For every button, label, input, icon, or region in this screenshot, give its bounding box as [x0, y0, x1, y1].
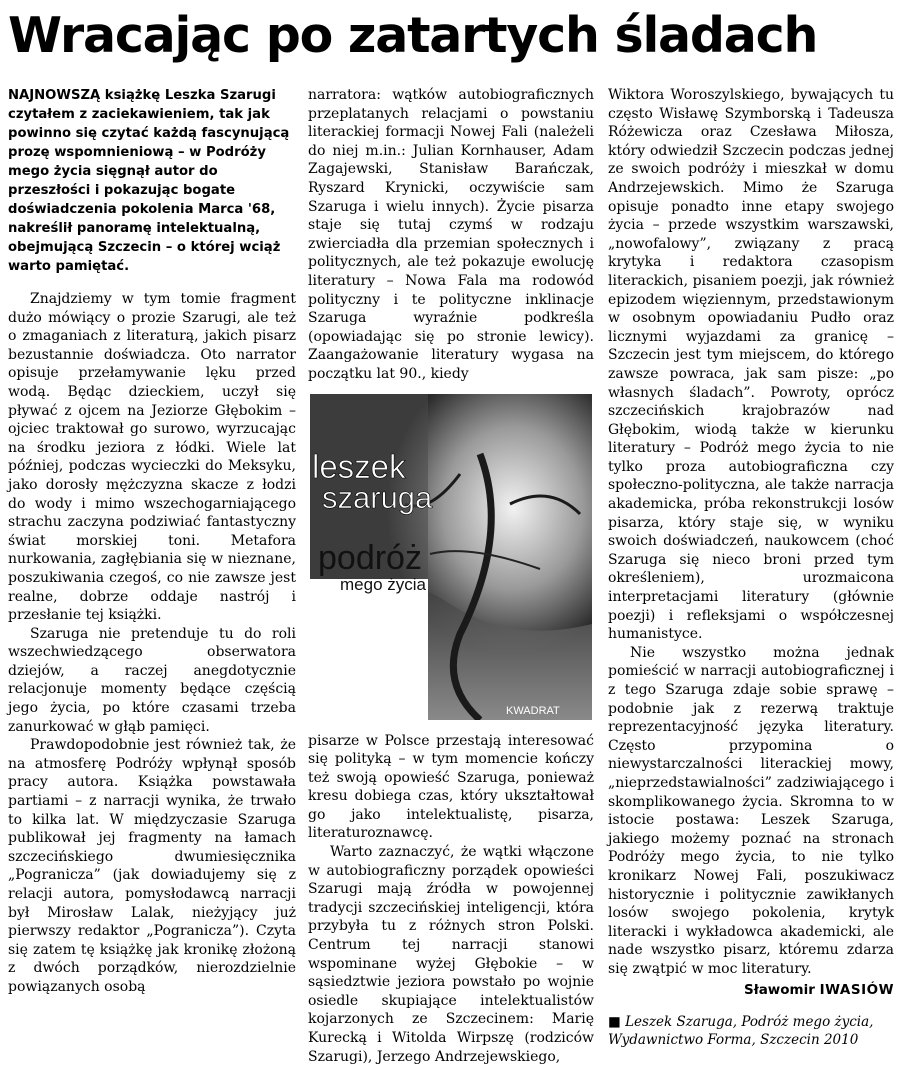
- cover-author-line2: szaruga: [322, 479, 433, 515]
- cover-title-line1: podróż: [318, 538, 422, 577]
- body-paragraph: Znajdziemy w tym tomie fragment dużo mówiący o prozie Szarugi, ale też o zmaganiach z literaturą, jakich pisarz bezustannie doświadcza. Oto narrator opisuje przełamywanie lęku przed wodą. Będąc dzieckiem, uczył się pływać z ojcem na Jeziorze Głębokim – ojciec traktował go surowo, wyrzucając na środku jeziora z łódki. Wiele lat później, podczas wycieczki do Meksyku, jako dorosły mężczyzna skacze z łodzi do wody i mimo wszechogarniającego strachu zaczyna podziwiać fantastyczny świat morskiej toni. Metafora nurkowania, zagłębiania się w nieznane, poszukiwania czegoś, co nie zawsze jest realne, dobrze oddaje nastrój i przesłanie tej książki.: [8, 291, 296, 624]
- signature-last-name: IWASIÓW: [819, 981, 894, 998]
- column-3: [608, 86, 894, 1049]
- book-cover-image: [310, 394, 592, 720]
- column-1: [8, 86, 296, 1016]
- headline: Wracając po zatartych śladach: [8, 7, 818, 64]
- body-paragraph: pisarze w Polsce przestają interesować się polityką – w tym momencie kończy też swoją opowieść Szaruga, ponieważ kresu dobiega czas, który ukształtował go jako intelektualistę, pisarza, literaturoznawcę.: [308, 732, 594, 842]
- body-paragraph: Nie wszystko można jednak pomieścić w narracji autobiograficznej i z tego Szaruga zdaje sobie sprawę – podobnie jak z rezerwą traktuje reprezentacyjność języka literatury. Często przypomina o niewystarczalności literackiej mowy, „nieprzedstawialności” zadziwiającego i skomplikowanego życia. Skromna to w istocie postawa: Leszek Szaruga, jakiego możemy poznać na stronach Podróży mego życia, to nie tylko kronikarz Nowej Fali, poszukiwacz historycznie i politycznie zawikłanych losów swojego pokolenia, krytyk literacki i wykładowca akademicki, ale nade wszystko pisarz, któremu zdarza się zwątpić w moc literatury.: [608, 644, 894, 977]
- cover-publisher: KWADRAT: [506, 704, 560, 717]
- lead-paragraph: NAJNOWSZĄ książkę Leszka Szarugi czytałem z zaciekawieniem, tak jak powinno się czytać każdą fascynującą prozę wspomnieniową – w Podróży mego życia sięgnął autor do przeszłości i pokazując bogate doświadczenia pokolenia Marca '68, nakreślił panoramę intelektualną, obejmującą Szczecin – o której wciąż warto pamiętać.: [8, 88, 290, 274]
- signature-first-name: Sławomir: [743, 981, 815, 998]
- cover-author-line1: leszek: [312, 447, 406, 485]
- body-paragraph: Prawdopodobnie jest również tak, że na atmosferę Podróży wpłynął sposób pracy autora. Książka powstawała partiami – z narracji wynika, że trwało to kilka lat. W międzyczasie Szaruga publikował jej fragmenty na łamach szczecińskiego dwumiesięcznika „Pogranicza” (jak dowiadujemy się z relacji autora, pomysłodawcą narracji był Mirosław Lalak, nieżyjący już pierwszy redaktor „Pogranicza”). Czyta się zatem tę książkę jak kronikę złożoną z dwóch porządków, nierozdzielnie powiązanych osobą: [8, 737, 296, 995]
- body-paragraph: Wiktora Woroszylskiego, bywających tu często Wisławę Szymborską i Tadeusza Różewicza oraz Czesława Miłosza, który odwiedził Szczecin podczas jednej ze swoich podróży i mieszkał w domu Andrzejewskich. Mimo że Szaruga opisuje ponadto inne etapy swojego życia – przede wszystkim warszawski, „nowofalowy”, związany z pracą krytyka i redaktora czasopism literackich, pisaniem poezji, jak również epizodem więziennym, przedstawionym w osobnym opowiadaniu Pudło oraz licznymi wyjazdami za granicę – Szczecin jest tym miejscem, do którego zawsze powraca, jak sam pisze: „po własnych śladach”. Powroty, oprócz szczecińskich krajobrazów nad Głębokim, wiodą także w kierunku literatury – Podróż mego życia to nie tylko proza autobiograficzna czy społeczno-polityczna, ale także narracja akademicka, próba rekonstrukcji losów pisarza, który staje się, w wyniku swoich doświadczeń, naukowcem (choć Szaruga się nieco broni przed tym określeniem), urozmaicona interpretacjami literatury (głównie poezji) i refleksjami o współczesnej humanistyce.: [608, 87, 894, 643]
- column-2: [308, 86, 594, 1065]
- body-paragraph: narratora: wątków autobiograficznych przeplatanych relacjami o powstaniu literackiej formacji Nowej Fali (należeli do niej m.in.: Julian Kornhauser, Adam Zagajewski, Stanisław Barańczak, Ryszard Krynicki, oczywiście sam Szaruga i wielu innych). Życie pisarza staje się tutaj czymś w rodzaju zwierciadła dla przemian społecznych i politycznych, ale też pokazuje ewolucję literatury – Nowa Fala ma rodowód polityczny i te polityczne inklinacje Szaruga wyraźnie podkreśla (opowiadając się po stronie lewicy). Zaangażowanie literatury wygasa na początku lat 90., kiedy: [308, 87, 594, 382]
- caption-text: Leszek Szaruga, Podróż mego życia, Wydawnictwo Forma, Szczecin 2010: [608, 1014, 874, 1049]
- book-caption: [608, 1013, 894, 1049]
- body-paragraph: Szaruga nie pretenduje tu do roli wszechwiedzącego obserwatora dziejów, a raczej anegdotycznie relacjonuje momenty będące częścią jego życia, po które czasami trzeba zanurkować w głąb pamięci.: [8, 625, 296, 735]
- caption-bullet: ■: [608, 1014, 621, 1031]
- body-paragraph: Warto zaznaczyć, że wątki włączone w autobiograficzny porządek opowieści Szarugi mają źródła w powojennej tradycji szczecińskiej inteligencji, która przybyła tu z różnych stron Polski. Centrum tej narracji stanowi wspominane wyżej Głębokie – w sąsiedztwie jeziora powstało po wojnie osiedle skupiające intelektualistów kojarzonych ze Szczecinem: Marię Kurecką i Witolda Wirpszę (rodziców Szarugi), Jerzego Andrzejewskiego,: [308, 844, 594, 1065]
- author-signature: [608, 981, 894, 1000]
- cover-title-line2: mego życia: [340, 574, 426, 594]
